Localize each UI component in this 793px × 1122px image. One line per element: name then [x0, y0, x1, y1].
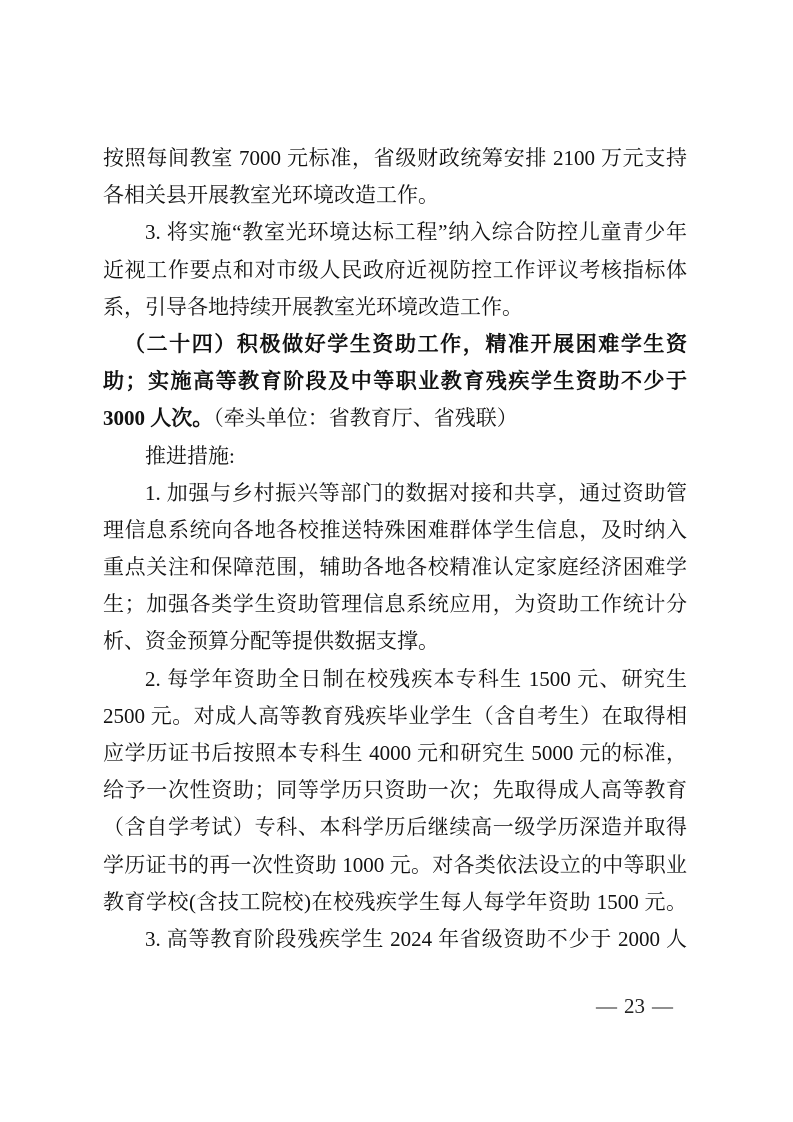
text-line: 理信息系统向各地各校推送特殊困难群体学生信息，及时纳入 — [103, 517, 687, 542]
bold-text-segment: 3000 人次。 — [103, 406, 214, 431]
text-line: 重点关注和保障范围，辅助各地各校精准认定家庭经济困难学 — [103, 555, 687, 580]
footer-dash-left: — — [596, 994, 617, 1018]
text-line: 生；加强各类学生资助管理信息系统应用，为资助工作统计分 — [103, 592, 687, 617]
text-segment: （牵头单位：省教育厅、省残联） — [213, 406, 518, 431]
text-line: 系，引导各地持续开展教室光环境改造工作。 — [103, 294, 523, 319]
text-line — [103, 400, 687, 437]
text-line: 教育学校(含技工院校)在校残疾学生每人每学年资助 1500 元。 — [103, 889, 687, 914]
text-line: 推进措施: — [145, 443, 235, 468]
page-footer — [596, 991, 673, 1021]
text-line: 近视工作要点和对市级人民政府近视防控工作评议考核指标体 — [103, 257, 687, 282]
text-line: 助；实施高等教育阶段及中等职业教育残疾学生资助不少于 — [103, 369, 687, 394]
text-line: （二十四）积极做好学生资助工作，精准开展困难学生资 — [124, 331, 687, 356]
text-line: 3. 高等教育阶段残疾学生 2024 年省级资助不少于 2000 人 — [145, 926, 687, 951]
text-line: 应学历证书后按照本专科生 4000 元和研究生 5000 元的标准， — [103, 741, 687, 765]
text-line: 2500 元。对成人高等教育残疾毕业学生（含自考生）在取得相 — [103, 703, 687, 728]
text-line: 1. 加强与乡村振兴等部门的数据对接和共享，通过资助管 — [145, 480, 687, 505]
text-line: 3. 将实施“教室光环境达标工程”纳入综合防控儿童青少年 — [145, 220, 687, 245]
text-line: 2. 每学年资助全日制在校残疾本专科生 1500 元、研究生 — [145, 666, 687, 691]
footer-dash-right: — — [652, 994, 673, 1018]
document-text — [103, 140, 687, 958]
text-line: 按照每间教室 7000 元标准，省级财政统筹安排 2100 万元支持 — [103, 146, 687, 170]
page-number: 23 — [624, 994, 645, 1018]
text-line: 给予一次性资助；同等学历只资助一次；先取得成人高等教育 — [103, 778, 687, 803]
text-line: （含自学考试）专科、本科学历后继续高一级学历深造并取得 — [103, 815, 687, 840]
text-line: 学历证书的再一次性资助 1000 元。对各类依法设立的中等职业 — [103, 852, 687, 877]
text-line: 各相关县开展教室光环境改造工作。 — [103, 183, 439, 208]
text-line: 析、资金预算分配等提供数据支撑。 — [103, 629, 439, 654]
